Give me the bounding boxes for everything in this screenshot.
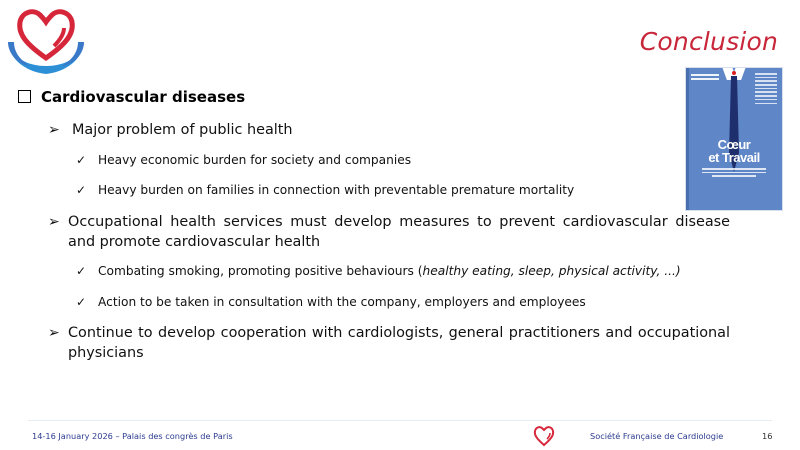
check-icon: ✓ xyxy=(76,153,87,167)
bullet-text: Occupational health services must develop measures to prevent cardiovascular disease and promote cardiovascular health xyxy=(68,214,730,250)
bullet-text: Major problem of public health xyxy=(72,122,293,138)
footer-event: 14-16 January 2026 – Palais des congrès de Paris xyxy=(32,431,233,441)
footer-divider xyxy=(28,420,772,421)
heart-hands-logo xyxy=(4,2,88,80)
bullet-text: Continue to develop cooperation with cardiologists, general practitioners and occupational physicians xyxy=(68,325,730,361)
arrow-bullet-icon: ➢ xyxy=(48,122,60,138)
check-icon: ✓ xyxy=(76,295,87,309)
heart-logo-icon xyxy=(532,424,556,448)
section-heading xyxy=(18,88,245,106)
book-title-line1: Cœur xyxy=(717,137,751,152)
arrow-bullet-icon: ➢ xyxy=(48,325,60,341)
sub-bullet-text: Action to be taken in consultation with the company, employers and employees xyxy=(98,295,586,309)
sub-bullet-text: Combating smoking, promoting positive behaviours (healthy eating, sleep, physical activity, ...) xyxy=(98,264,681,278)
checkbox-square-icon xyxy=(18,90,31,103)
sub-bullet-text: Heavy burden on families in connection with preventable premature mortality xyxy=(98,183,575,197)
book-title-line2: et Travail xyxy=(708,150,760,165)
arrow-bullet-icon: ➢ xyxy=(48,214,60,230)
slide-title: Conclusion xyxy=(639,27,778,56)
check-icon: ✓ xyxy=(76,264,87,278)
check-icon: ✓ xyxy=(76,183,87,197)
page-number: 16 xyxy=(762,431,773,441)
section-label: Cardiovascular diseases xyxy=(41,88,246,106)
footer-organization: Société Française de Cardiologie xyxy=(590,431,724,441)
sub-bullet-text: Heavy economic burden for society and companies xyxy=(98,153,412,167)
